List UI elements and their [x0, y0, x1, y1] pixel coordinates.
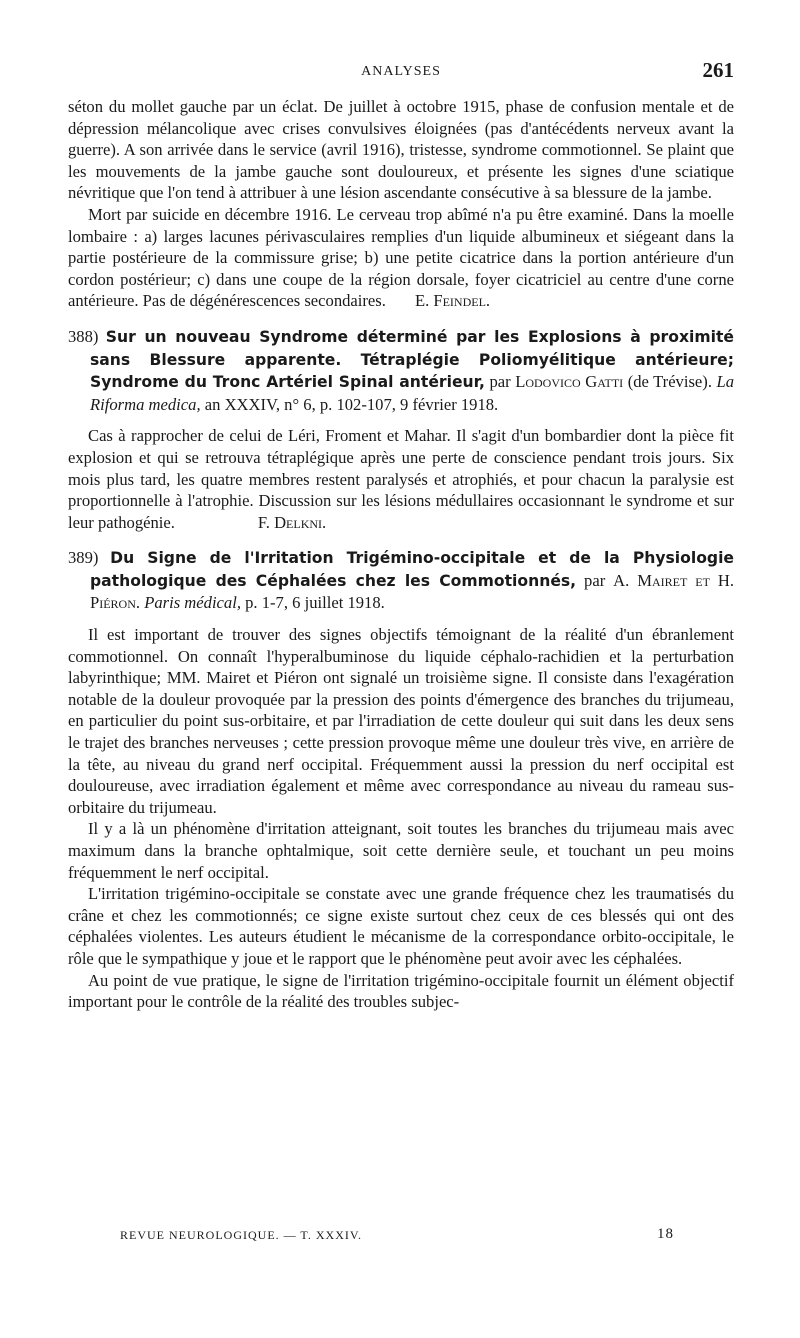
- article-388-author: Lodovico Gatti: [515, 372, 624, 392]
- article-389-title: Du Signe de l'Irritation Trigémino-occipitale et de la Physiologie pathologique des Céphalées chez les Commotionnés,: [90, 549, 734, 590]
- footer-journal: REVUE NEUROLOGIQUE. — T. XXXIV.: [120, 1228, 362, 1242]
- article-388-place: (de Trévise).: [623, 372, 717, 392]
- article-389-journal: Paris médical,: [140, 593, 241, 613]
- article-388-byline-pre: par: [489, 372, 516, 392]
- article-388-body-text: Cas à rapprocher de celui de Léri, Froment et Mahar. Il s'agit d'un bombardier dont la pièce fit explosion et qui se retrouva tétraplégique après une perte de conscience pendant trois jours. Six mois plus tard, les quatre membres restent paralysés et atrophiés, et pour chacun la paralysie est proportionnelle à l'atrophie. Discussion sur les lésions médullaires occasionnant le syndrome et sur leur pathogénie.: [68, 426, 734, 532]
- article-388-title-block: [68, 326, 734, 415]
- running-title: ANALYSES: [361, 64, 441, 79]
- article-388-heading: [68, 326, 734, 415]
- footer-sheet-number: 18: [657, 1226, 674, 1242]
- page-number: 261: [702, 58, 734, 82]
- article-389-paragraph-2: Il y a là un phénomène d'irritation atteignant, soit toutes les branches du trijumeau mais avec maximum dans la branche ophtalmique, soit cette dernière seule, et touchant un peu moins fréquemment le nerf occipital.: [68, 819, 734, 882]
- spacer: [68, 415, 734, 425]
- article-389-paragraph-1: Il est important de trouver des signes objectifs témoignant de la réalité d'un ébranlement commotionnel. On connaît l'hyperalbuminose du liquide céphalo-rachidien et la perturbation labyrinthique; MM. Mairet et Piéron ont signalé un troisième signe. Il consiste dans l'exagération notable de la douleur provoquée par la pression des points d'émergence des branches du trijumeau, en particulier du point sus-orbitaire, et par l'irradiation de cette douleur qui suit dans les deux sens le trajet des branches nerveuses ; cette pression provoque même une douleur très vive, en arrière de la tête, au niveau du grand nerf occipital. Fréquemment aussi la pression du nerf occipital est douloureuse, avec irradiation également et même avec correspondance au niveau du rameau sus-orbitaire du trijumeau.: [68, 625, 734, 817]
- spacer: [68, 614, 734, 624]
- article-389-paragraph-4: Au point de vue pratique, le signe de l'irritation trigémino-occipitale fournit un élément objectif important pour le contrôle de la réalité des troubles subjec-: [68, 970, 734, 1012]
- article-389-paragraph-3: L'irritation trigémino-occipitale se constate avec une grande fréquence chez les traumatisés du crâne et chez les commotionnés; ce signe existe surtout chez ceux de ces blessés qui ont des céphalées violentes. Les auteurs étudient le mécanisme de la correspondance orbito-occipitale, le rôle que le sympathique y joue et le rapport que le phénomène peut avoir avec les céphalées.: [68, 884, 734, 968]
- page-header: [68, 58, 734, 88]
- article-389-byline-pre: par: [576, 570, 614, 590]
- signature-delkni: F. Delkni.: [257, 512, 327, 532]
- article-388-journal: La Riforma medica,: [90, 372, 735, 414]
- intro-paragraph-2: [68, 204, 734, 312]
- article-388-title: Sur un nouveau Syndrome déterminé par les Explosions à proximité sans Blessure apparente. Tétraplégie Poliomyélitique antérieure; Syndrome du Tronc Artériel Spinal antérieur,: [90, 327, 734, 392]
- article-388-number: 388): [68, 326, 99, 346]
- article-389-number: 389): [68, 548, 99, 568]
- article-389-title-block: [68, 547, 734, 614]
- signature-feindel: E. Feindel.: [414, 291, 491, 311]
- article-388-body: [68, 425, 734, 533]
- article-389-citation: p. 1-7, 6 juillet 1918.: [240, 593, 385, 613]
- article-388-citation: an XXXIV, n° 6, p. 102-107, 9 février 1918.: [200, 394, 499, 414]
- intro-paragraph-2-text: Mort par suicide en décembre 1916. Le cerveau trop abîmé n'a pu être examiné. Dans la moelle lombaire : a) larges lacunes périvasculaires remplies d'un liquide albumineux et siégeant dans la partie postérieure de la commissure grise; b) une petite cicatrice dans la portion antérieure d'un cordon postérieur; c) dans une coupe de la région dorsale, foyer cicatriciel au centre d'une corne antérieure. Pas de dégénérescences secondaires.: [68, 204, 734, 311]
- article-389-author: A. Mairet et H. Piéron.: [90, 570, 734, 613]
- page-body: [68, 96, 734, 1013]
- article-389-heading: [68, 547, 734, 614]
- intro-paragraph-1: séton du mollet gauche par un éclat. De juillet à octobre 1915, phase de confusion mentale et de dépression mélancolique avec crises convulsives éloignées (pas d'antécédents nerveux avant la guerre). A son arrivée dans le service (avril 1916), tristesse, syndrome commotionnel. Se plaint que les mouvements de la jambe gauche sont douloureux, et présente les signes d'une sciatique névritique que l'on tend à attribuer à une lésion ascendante consécutive à sa blessure de la jambe.: [68, 97, 734, 203]
